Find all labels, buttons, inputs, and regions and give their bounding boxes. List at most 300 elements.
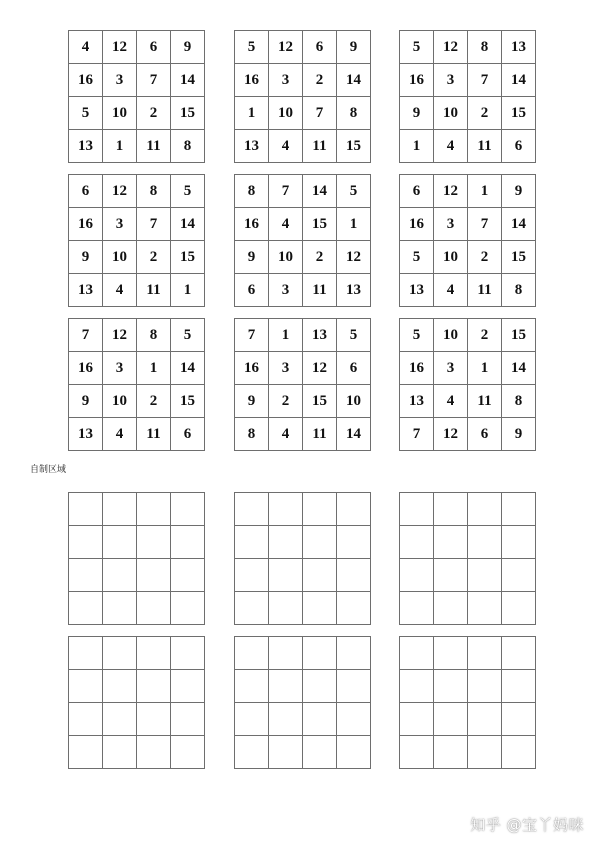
grid-row	[69, 670, 205, 703]
blank-cell[interactable]	[434, 592, 468, 625]
blank-cell[interactable]	[400, 703, 434, 736]
grid-cell: 13	[400, 274, 434, 307]
blank-cell[interactable]	[235, 670, 269, 703]
blank-cell[interactable]	[137, 670, 171, 703]
blank-cell[interactable]	[303, 559, 337, 592]
grid-cell: 6	[337, 352, 371, 385]
grid-cell: 2	[137, 385, 171, 418]
blank-cell[interactable]	[400, 637, 434, 670]
grid-cell: 3	[269, 352, 303, 385]
grid-row	[69, 352, 205, 385]
grid-cell: 9	[502, 418, 536, 451]
grid-cell: 7	[137, 64, 171, 97]
grid-cell: 2	[137, 241, 171, 274]
grid-row	[69, 175, 205, 208]
blank-cell[interactable]	[137, 703, 171, 736]
grid-cell: 6	[235, 274, 269, 307]
grid-cell: 11	[468, 274, 502, 307]
grid-row	[69, 592, 205, 625]
grid-cell: 11	[137, 274, 171, 307]
puzzle-grid	[399, 30, 536, 163]
blank-cell[interactable]	[400, 592, 434, 625]
blank-cell[interactable]	[69, 637, 103, 670]
grid-row	[235, 31, 371, 64]
grid-row	[400, 274, 536, 307]
grid-cell: 10	[269, 241, 303, 274]
grid-cell: 8	[171, 130, 205, 163]
grid-row	[400, 130, 536, 163]
grid-cell: 14	[303, 175, 337, 208]
grid-cell: 2	[269, 385, 303, 418]
grid-cell: 14	[502, 64, 536, 97]
blank-cell[interactable]	[502, 526, 536, 559]
grid-cell: 15	[337, 130, 371, 163]
blank-cell[interactable]	[235, 703, 269, 736]
grid-cell: 1	[269, 319, 303, 352]
grid-row	[235, 175, 371, 208]
grid-cell: 2	[468, 97, 502, 130]
grid-cell: 15	[502, 241, 536, 274]
grid-row	[69, 385, 205, 418]
puzzle-grid	[68, 30, 205, 163]
grid-cell: 16	[235, 352, 269, 385]
blank-cell[interactable]	[137, 526, 171, 559]
blank-cell[interactable]	[235, 493, 269, 526]
grid-cell: 6	[502, 130, 536, 163]
grid-cell: 7	[69, 319, 103, 352]
blank-cell[interactable]	[468, 637, 502, 670]
grid-cell: 8	[468, 31, 502, 64]
grid-cell: 14	[337, 418, 371, 451]
grid-cell: 7	[303, 97, 337, 130]
blank-cell[interactable]	[434, 736, 468, 769]
grid-row	[235, 130, 371, 163]
grid-cell: 4	[103, 418, 137, 451]
blank-cell[interactable]	[269, 637, 303, 670]
grid-cell: 12	[303, 352, 337, 385]
grid-cell: 5	[337, 319, 371, 352]
grid-cell: 15	[303, 208, 337, 241]
blank-cell[interactable]	[69, 736, 103, 769]
blank-cell[interactable]	[235, 592, 269, 625]
grid-cell: 9	[235, 385, 269, 418]
grid-cell: 1	[103, 130, 137, 163]
blank-cell[interactable]	[269, 493, 303, 526]
blank-cell[interactable]	[69, 493, 103, 526]
blank-cell[interactable]	[69, 703, 103, 736]
blank-cell[interactable]	[303, 526, 337, 559]
puzzle-grid	[399, 318, 536, 451]
grid-cell: 10	[103, 241, 137, 274]
grid-cell: 10	[269, 97, 303, 130]
blank-grid	[234, 636, 371, 769]
grid-cell: 12	[337, 241, 371, 274]
grid-cell: 11	[137, 418, 171, 451]
blank-grid	[234, 492, 371, 625]
blank-cell[interactable]	[502, 559, 536, 592]
grid-cell: 9	[502, 175, 536, 208]
blank-cell[interactable]	[468, 592, 502, 625]
blank-cell[interactable]	[103, 592, 137, 625]
grid-row	[400, 352, 536, 385]
blank-cell[interactable]	[103, 526, 137, 559]
grid-cell: 15	[502, 97, 536, 130]
grid-cell: 12	[103, 319, 137, 352]
grid-cell: 14	[337, 64, 371, 97]
grid-cell: 2	[303, 241, 337, 274]
grid-row	[235, 526, 371, 559]
blank-cell[interactable]	[103, 559, 137, 592]
grid-cell: 16	[400, 64, 434, 97]
blank-cell[interactable]	[269, 559, 303, 592]
grid-cell: 3	[103, 208, 137, 241]
grid-cell: 13	[69, 274, 103, 307]
grid-cell: 14	[171, 64, 205, 97]
watermark: 知乎 @宝丫妈咪	[470, 816, 584, 834]
grid-row	[235, 274, 371, 307]
grid-cell: 12	[434, 175, 468, 208]
grid-cell: 4	[434, 274, 468, 307]
grid-row	[69, 703, 205, 736]
grid-row	[235, 670, 371, 703]
grid-row	[69, 418, 205, 451]
grid-cell: 2	[468, 319, 502, 352]
grid-cell: 13	[69, 418, 103, 451]
grid-cell: 5	[235, 31, 269, 64]
blank-cell[interactable]	[171, 670, 205, 703]
grid-cell: 2	[137, 97, 171, 130]
grid-row	[235, 637, 371, 670]
grid-row	[400, 418, 536, 451]
grid-cell: 16	[69, 352, 103, 385]
puzzle-grid	[234, 30, 371, 163]
grid-cell: 14	[171, 208, 205, 241]
blank-cell[interactable]	[502, 637, 536, 670]
grid-cell: 10	[103, 97, 137, 130]
blank-cell[interactable]	[337, 592, 371, 625]
blank-cell[interactable]	[103, 493, 137, 526]
blank-cell[interactable]	[137, 637, 171, 670]
blank-cell[interactable]	[468, 703, 502, 736]
blank-cell[interactable]	[400, 493, 434, 526]
grid-cell: 15	[502, 319, 536, 352]
blank-cell[interactable]	[434, 670, 468, 703]
grid-cell: 8	[502, 385, 536, 418]
grid-cell: 3	[434, 64, 468, 97]
blank-cell[interactable]	[337, 670, 371, 703]
grid-row	[235, 64, 371, 97]
blank-cell[interactable]	[171, 592, 205, 625]
grid-cell: 12	[103, 31, 137, 64]
blank-cell[interactable]	[303, 493, 337, 526]
blank-cell[interactable]	[103, 703, 137, 736]
grid-cell: 4	[269, 130, 303, 163]
blank-cell[interactable]	[303, 736, 337, 769]
blank-grid	[399, 636, 536, 769]
grid-row	[235, 385, 371, 418]
grid-cell: 7	[468, 64, 502, 97]
grid-row	[235, 703, 371, 736]
grid-cell: 1	[171, 274, 205, 307]
grid-cell: 11	[468, 130, 502, 163]
blank-cell[interactable]	[400, 670, 434, 703]
grid-cell: 3	[434, 208, 468, 241]
blank-cell[interactable]	[269, 526, 303, 559]
grid-row	[235, 559, 371, 592]
grid-cell: 16	[235, 64, 269, 97]
grid-cell: 1	[137, 352, 171, 385]
blank-cell[interactable]	[69, 670, 103, 703]
blank-cell[interactable]	[103, 670, 137, 703]
grid-cell: 5	[400, 241, 434, 274]
grid-cell: 4	[269, 208, 303, 241]
grid-cell: 6	[171, 418, 205, 451]
blank-cell[interactable]	[235, 736, 269, 769]
blank-cell[interactable]	[269, 670, 303, 703]
blank-grid	[68, 492, 205, 625]
grid-row	[400, 241, 536, 274]
grid-cell: 8	[337, 97, 371, 130]
grid-cell: 5	[171, 319, 205, 352]
grid-cell: 12	[434, 418, 468, 451]
grid-cell: 9	[400, 97, 434, 130]
blank-cell[interactable]	[502, 592, 536, 625]
blank-cell[interactable]	[434, 559, 468, 592]
blank-cell[interactable]	[171, 703, 205, 736]
grid-cell: 2	[468, 241, 502, 274]
grid-cell: 1	[468, 175, 502, 208]
blank-cell[interactable]	[337, 526, 371, 559]
grid-row	[69, 319, 205, 352]
grid-cell: 11	[303, 130, 337, 163]
grid-row	[69, 274, 205, 307]
blank-cell[interactable]	[69, 592, 103, 625]
blank-cell[interactable]	[303, 592, 337, 625]
grid-cell: 3	[434, 352, 468, 385]
grid-cell: 6	[468, 418, 502, 451]
grid-row	[69, 559, 205, 592]
grid-cell: 3	[269, 274, 303, 307]
blank-cell[interactable]	[269, 736, 303, 769]
grid-row	[69, 64, 205, 97]
grid-cell: 9	[337, 31, 371, 64]
grid-cell: 9	[171, 31, 205, 64]
grid-cell: 8	[502, 274, 536, 307]
grid-row	[69, 97, 205, 130]
grid-row	[400, 493, 536, 526]
grid-cell: 9	[69, 385, 103, 418]
puzzle-grid	[234, 318, 371, 451]
grid-cell: 12	[103, 175, 137, 208]
blank-cell[interactable]	[468, 670, 502, 703]
grid-cell: 3	[103, 352, 137, 385]
grid-cell: 6	[303, 31, 337, 64]
grid-cell: 1	[337, 208, 371, 241]
blank-grid	[399, 492, 536, 625]
blank-cell[interactable]	[468, 559, 502, 592]
grid-row	[69, 736, 205, 769]
grid-cell: 3	[103, 64, 137, 97]
grid-row	[235, 97, 371, 130]
grid-cell: 5	[171, 175, 205, 208]
blank-cell[interactable]	[502, 736, 536, 769]
blank-cell[interactable]	[235, 526, 269, 559]
grid-cell: 4	[434, 385, 468, 418]
grid-cell: 3	[269, 64, 303, 97]
grid-cell: 4	[269, 418, 303, 451]
grid-row	[235, 208, 371, 241]
grid-row	[400, 637, 536, 670]
grid-cell: 10	[434, 319, 468, 352]
blank-cell[interactable]	[400, 736, 434, 769]
grid-row	[400, 526, 536, 559]
grid-row	[400, 559, 536, 592]
grid-row	[69, 208, 205, 241]
grid-cell: 5	[400, 31, 434, 64]
blank-cell[interactable]	[468, 736, 502, 769]
grid-cell: 11	[303, 418, 337, 451]
grid-cell: 13	[69, 130, 103, 163]
blank-cell[interactable]	[137, 493, 171, 526]
grid-cell: 14	[171, 352, 205, 385]
grid-cell: 13	[303, 319, 337, 352]
grid-cell: 7	[400, 418, 434, 451]
grid-cell: 15	[171, 385, 205, 418]
grid-cell: 7	[235, 319, 269, 352]
grid-cell: 12	[269, 31, 303, 64]
grid-cell: 10	[337, 385, 371, 418]
grid-cell: 15	[171, 241, 205, 274]
grid-row	[69, 31, 205, 64]
blank-cell[interactable]	[269, 703, 303, 736]
grid-row	[400, 670, 536, 703]
grid-cell: 12	[434, 31, 468, 64]
grid-row	[400, 175, 536, 208]
grid-cell: 5	[400, 319, 434, 352]
blank-cell[interactable]	[434, 526, 468, 559]
grid-cell: 16	[69, 208, 103, 241]
grid-cell: 1	[235, 97, 269, 130]
grid-cell: 8	[137, 319, 171, 352]
blank-cell[interactable]	[303, 670, 337, 703]
puzzle-grid	[68, 318, 205, 451]
blank-cell[interactable]	[137, 736, 171, 769]
blank-cell[interactable]	[337, 493, 371, 526]
blank-cell[interactable]	[103, 637, 137, 670]
grid-cell: 11	[303, 274, 337, 307]
grid-row	[235, 418, 371, 451]
grid-cell: 13	[502, 31, 536, 64]
self-made-area-label: 自制区域	[30, 465, 67, 475]
blank-cell[interactable]	[502, 493, 536, 526]
grid-cell: 6	[400, 175, 434, 208]
blank-cell[interactable]	[303, 637, 337, 670]
blank-cell[interactable]	[69, 559, 103, 592]
blank-cell[interactable]	[137, 592, 171, 625]
puzzle-grid	[234, 174, 371, 307]
blank-cell[interactable]	[434, 493, 468, 526]
grid-cell: 1	[468, 352, 502, 385]
grid-cell: 8	[235, 175, 269, 208]
grid-cell: 7	[269, 175, 303, 208]
grid-row	[400, 31, 536, 64]
puzzle-grid	[68, 174, 205, 307]
grid-row	[400, 319, 536, 352]
blank-cell[interactable]	[468, 526, 502, 559]
grid-row	[69, 493, 205, 526]
blank-cell[interactable]	[434, 703, 468, 736]
grid-row	[400, 64, 536, 97]
blank-cell[interactable]	[171, 736, 205, 769]
grid-cell: 4	[103, 274, 137, 307]
blank-cell[interactable]	[337, 559, 371, 592]
grid-cell: 16	[400, 352, 434, 385]
grid-cell: 16	[235, 208, 269, 241]
blank-cell[interactable]	[400, 526, 434, 559]
grid-cell: 6	[69, 175, 103, 208]
blank-cell[interactable]	[235, 559, 269, 592]
blank-cell[interactable]	[269, 592, 303, 625]
blank-cell[interactable]	[337, 703, 371, 736]
grid-cell: 2	[303, 64, 337, 97]
grid-row	[69, 526, 205, 559]
grid-cell: 4	[69, 31, 103, 64]
grid-row	[235, 319, 371, 352]
blank-cell[interactable]	[303, 703, 337, 736]
blank-cell[interactable]	[337, 736, 371, 769]
blank-cell[interactable]	[434, 637, 468, 670]
grid-cell: 1	[400, 130, 434, 163]
grid-cell: 13	[337, 274, 371, 307]
grid-cell: 5	[69, 97, 103, 130]
grid-row	[235, 592, 371, 625]
blank-cell[interactable]	[69, 526, 103, 559]
blank-cell[interactable]	[337, 637, 371, 670]
blank-cell[interactable]	[502, 670, 536, 703]
blank-cell[interactable]	[468, 493, 502, 526]
blank-cell[interactable]	[502, 703, 536, 736]
blank-cell[interactable]	[171, 559, 205, 592]
grid-row	[69, 637, 205, 670]
grid-row	[400, 592, 536, 625]
blank-cell[interactable]	[235, 637, 269, 670]
blank-cell[interactable]	[137, 559, 171, 592]
grid-cell: 6	[137, 31, 171, 64]
grid-cell: 7	[468, 208, 502, 241]
grid-cell: 10	[434, 97, 468, 130]
grid-row	[400, 736, 536, 769]
grid-cell: 11	[137, 130, 171, 163]
grid-cell: 13	[400, 385, 434, 418]
grid-row	[235, 493, 371, 526]
grid-cell: 8	[137, 175, 171, 208]
grid-row	[235, 352, 371, 385]
blank-cell[interactable]	[171, 637, 205, 670]
grid-cell: 11	[468, 385, 502, 418]
blank-cell[interactable]	[103, 736, 137, 769]
grid-cell: 14	[502, 208, 536, 241]
grid-cell: 9	[235, 241, 269, 274]
grid-cell: 15	[303, 385, 337, 418]
blank-cell[interactable]	[400, 559, 434, 592]
grid-cell: 10	[103, 385, 137, 418]
grid-cell: 8	[235, 418, 269, 451]
blank-cell[interactable]	[171, 526, 205, 559]
blank-cell[interactable]	[171, 493, 205, 526]
grid-row	[69, 241, 205, 274]
grid-row	[69, 130, 205, 163]
grid-cell: 10	[434, 241, 468, 274]
